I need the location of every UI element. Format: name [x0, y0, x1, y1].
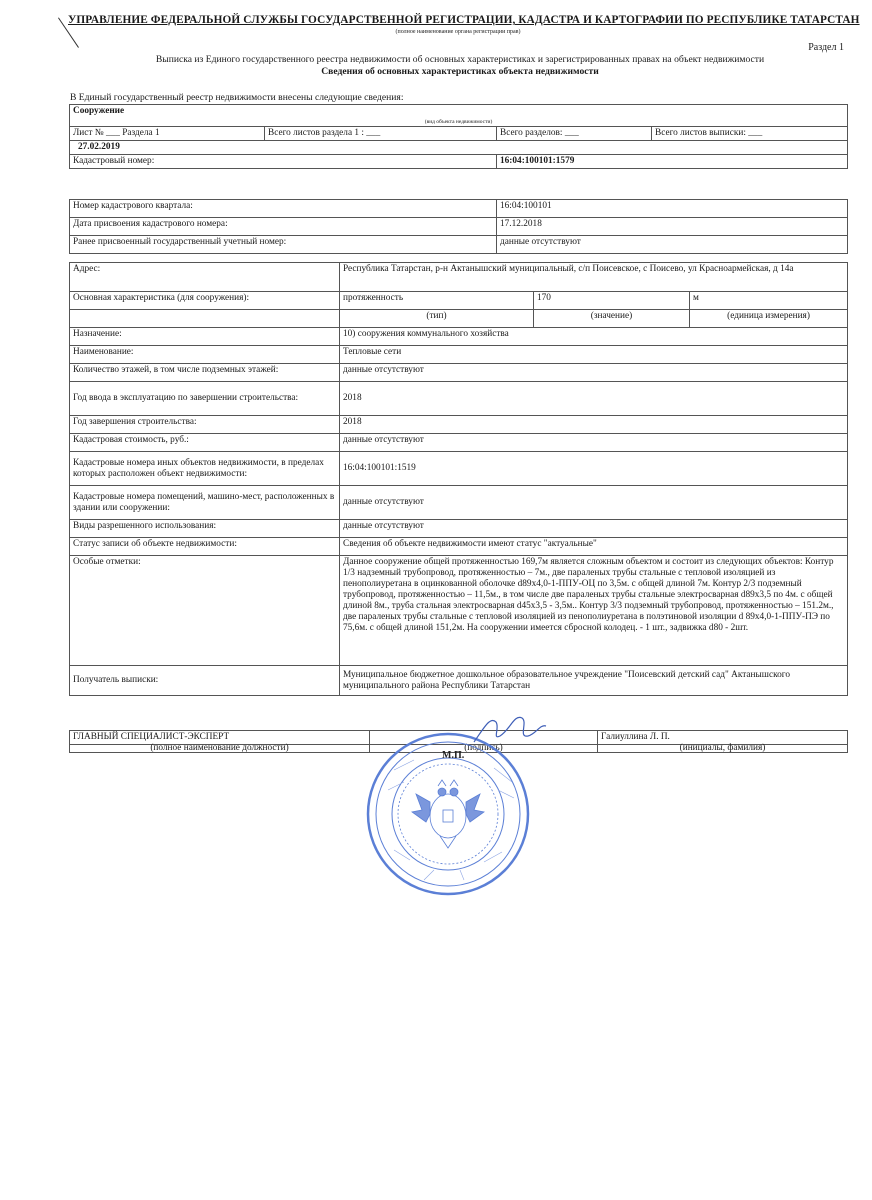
- commission-year-label: Год ввода в эксплуатацию по завершении строительства:: [70, 382, 340, 416]
- extract-title: Выписка из Единого государственного реестра недвижимости об основных характеристиках и зарегистрированных правах на объект недвижимости: [155, 54, 765, 65]
- assign-date-value: 17.12.2018: [497, 218, 848, 236]
- parent-objects-value: 16:04:100101:1519: [340, 452, 848, 486]
- total-sheets-section: Всего листов раздела 1 : ___: [265, 127, 497, 141]
- address-label: Адрес:: [70, 263, 340, 292]
- special-notes-label: Особые отметки:: [70, 556, 340, 666]
- cadastral-cost-value: данные отсутствуют: [340, 434, 848, 452]
- commission-year-value: 2018: [340, 382, 848, 416]
- object-type-caption: (вид объекта недвижимости): [70, 119, 848, 127]
- special-notes-value: Данное сооружение общей протяженностью 169,7м является сложным объектом и состоит из следующих объектов: Контур 1/3 надземный трубопровод, протяженностью – 7м., две параленых трубы стальные с тепловой изоляцией из пенополиуретана в оцинкованной оболочке d89x4,0-1-ППУ-ОЦ по 3,5м. с общей длиной 7м. Контур 2/3 подземный трубопровод, протяженностью – 11,5м., в том числе две параленых трубы стальные электросварная d89x3,5 по 4м. с общей длиной 8м., труба стальная электросварная d45x3,5 - 3,5м.. Контур 3/3 подземный трубопровод, протяженностью – 151.2м., две параленых трубы стальные с тепловой изоляцией из пенополиуретана в полэтиновой изоляции d 89x4,0-1-ППУ-ПЭ по 75,6м. с общей длиной 151,2м. На сооружении имеется сбросной колодец. - 1 шт., задвижка d80 - 2шт.: [340, 556, 848, 666]
- purpose-value: 10) сооружения коммунального хозяйства: [340, 328, 848, 346]
- main-char-spacer: [70, 310, 340, 328]
- stamp-ring-3: [392, 758, 504, 870]
- signer-name: Галиуллина Л. П.: [598, 731, 848, 745]
- premises-label: Кадастровые номера помещений, машино-мест, расположенных в здании или сооружении:: [70, 486, 340, 520]
- position-caption: (полное наименование должности): [70, 745, 370, 753]
- cadastral-label: Кадастровый номер:: [70, 155, 497, 169]
- stamp-ring-4: [398, 764, 498, 864]
- extract-date: 27.02.2019: [70, 141, 848, 155]
- object-type: Сооружение: [70, 105, 848, 120]
- premises-value: данные отсутствуют: [340, 486, 848, 520]
- completion-year-value: 2018: [340, 416, 848, 434]
- object-table: [69, 104, 848, 169]
- main-char-label: Основная характеристика (для сооружения):: [70, 292, 340, 310]
- total-sections: Всего разделов: ___: [497, 127, 652, 141]
- cadastral-value: 16:04:100101:1579: [497, 155, 848, 169]
- quarter-table: [69, 199, 848, 254]
- caption-unit: (единица измерения): [690, 310, 848, 328]
- prev-number-label: Ранее присвоенный государственный учетный номер:: [70, 236, 497, 254]
- lead-text: В Единый государственный реестр недвижимости внесены следующие сведения:: [70, 92, 404, 103]
- name-value: Тепловые сети: [340, 346, 848, 364]
- permitted-use-value: данные отсутствуют: [340, 520, 848, 538]
- completion-year-label: Год завершения строительства:: [70, 416, 340, 434]
- section-label: Раздел 1: [808, 42, 844, 53]
- caption-value: (значение): [534, 310, 690, 328]
- floors-value: данные отсутствуют: [340, 364, 848, 382]
- handwritten-signature: [470, 708, 550, 748]
- signature-caption: (подпись): [370, 745, 598, 753]
- total-sheets-extract: Всего листов выписки: ___: [652, 127, 848, 141]
- name-caption: (инициалы, фамилия): [598, 745, 848, 753]
- seal-label: М.П.: [442, 750, 465, 761]
- quarter-value: 16:04:100101: [497, 200, 848, 218]
- parent-objects-label: Кадастровые номера иных объектов недвижимости, в пределах которых расположен объект недвижимости:: [70, 452, 340, 486]
- name-label: Наименование:: [70, 346, 340, 364]
- authority-title: УПРАВЛЕНИЕ ФЕДЕРАЛЬНОЙ СЛУЖБЫ ГОСУДАРСТВЕННОЙ РЕГИСТРАЦИИ, КАДАСТРА И КАРТОГРАФИИ ПО РЕСПУБЛИКЕ ТАТАРСТАН: [68, 14, 860, 26]
- details-table: [69, 262, 848, 696]
- cadastral-cost-label: Кадастровая стоимость, руб.:: [70, 434, 340, 452]
- permitted-use-label: Виды разрешенного использования:: [70, 520, 340, 538]
- authority-caption: (полное наименование органа регистрации прав): [395, 29, 521, 35]
- prev-number-value: данные отсутствуют: [497, 236, 848, 254]
- quarter-label: Номер кадастрового квартала:: [70, 200, 497, 218]
- main-char-value: 170: [534, 292, 690, 310]
- extract-subtitle: Сведения об основных характеристиках объекта недвижимости: [321, 66, 599, 77]
- recipient-value: Муниципальное бюджетное дошкольное образовательное учреждение "Поисевский детский сад" Актанышского муниципального района Республики Татарстан: [340, 666, 848, 696]
- address-value: Республика Татарстан, р-н Актанышский муниципальный, с/п Поисевское, с Поисево, ул Красноармейская, д 14а: [340, 263, 848, 292]
- eagle-emblem-icon: [412, 780, 484, 848]
- assign-date-label: Дата присвоения кадастрового номера:: [70, 218, 497, 236]
- purpose-label: Назначение:: [70, 328, 340, 346]
- floors-label: Количество этажей, в том числе подземных этажей:: [70, 364, 340, 382]
- sheet-number: Лист № ___ Раздела 1: [70, 127, 265, 141]
- caption-type: (тип): [340, 310, 534, 328]
- recipient-label: Получатель выписки:: [70, 666, 340, 696]
- main-char-type: протяженность: [340, 292, 534, 310]
- record-status-label: Статус записи об объекте недвижимости:: [70, 538, 340, 556]
- stamp-hatching: [388, 760, 514, 880]
- signer-position: ГЛАВНЫЙ СПЕЦИАЛИСТ-ЭКСПЕРТ: [70, 731, 370, 745]
- record-status-value: Сведения об объекте недвижимости имеют статус "актуальные": [340, 538, 848, 556]
- main-char-unit: м: [690, 292, 848, 310]
